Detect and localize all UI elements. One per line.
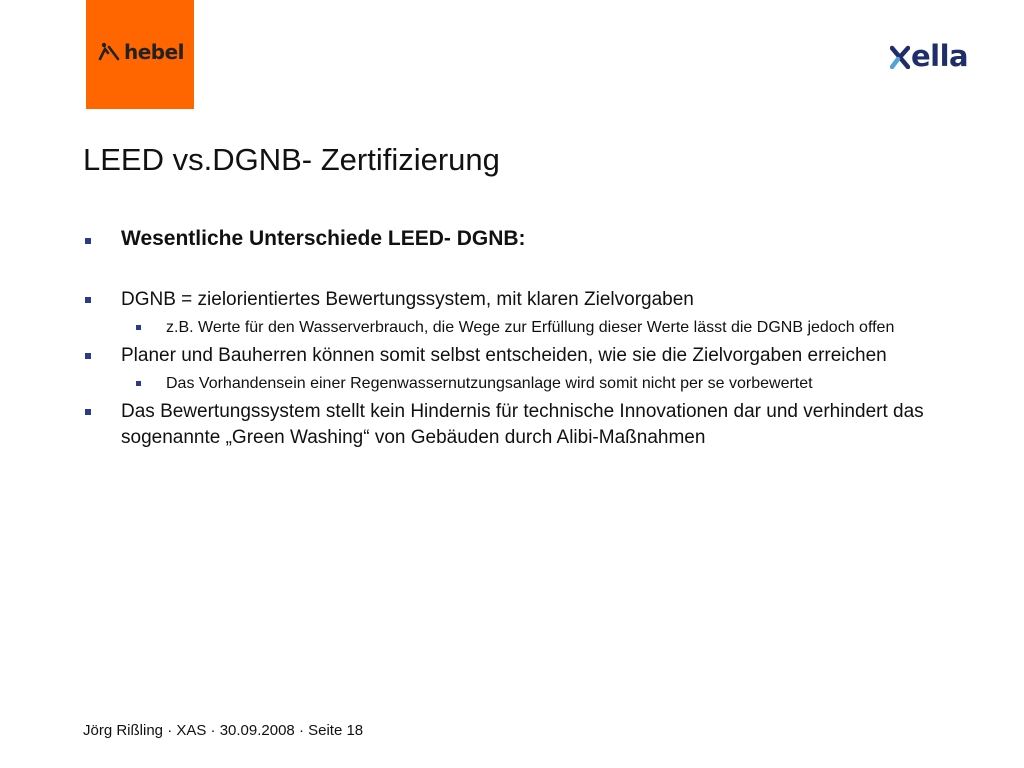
bullet-item bbox=[83, 343, 963, 369]
square-bullet-icon bbox=[85, 409, 91, 415]
slide-footer: Jörg Rißling · XAS · 30.09.2008 · Seite 18 bbox=[83, 722, 364, 739]
hebel-logo-box bbox=[86, 0, 194, 109]
bullet-text: Das Bewertungssystem stellt kein Hindernis für technische Innovationen dar und verhindert das sogenannte „Green Washing“ von Gebäuden durch Alibi-Maßnahmen bbox=[121, 401, 924, 448]
sub-bullet-item bbox=[83, 373, 963, 395]
square-bullet-icon bbox=[85, 353, 91, 359]
xella-x-mark-icon bbox=[890, 45, 910, 69]
bullet-text: Planer und Bauherren können somit selbst entscheiden, wie sie die Zielvorgaben erreichen bbox=[121, 345, 887, 366]
bullet-text: Das Vorhandensein einer Regenwassernutzungsanlage wird somit nicht per se vorbewertet bbox=[166, 375, 813, 392]
bullet-heading bbox=[83, 226, 963, 252]
bullet-item bbox=[83, 287, 963, 313]
slide-title: LEED vs.DGNB- Zertifizierung bbox=[83, 142, 500, 177]
bullet-text: DGNB = zielorientiertes Bewertungssystem, mit klaren Zielvorgaben bbox=[121, 289, 694, 310]
xella-logo-text: ella bbox=[911, 39, 969, 73]
xella-logo bbox=[890, 40, 968, 72]
bullet-text: Wesentliche Unterschiede LEED- DGNB: bbox=[121, 227, 526, 250]
square-bullet-icon bbox=[85, 238, 91, 244]
hebel-logo-text: hebel bbox=[124, 40, 185, 64]
bullet-item bbox=[83, 399, 963, 451]
sub-bullet-item bbox=[83, 317, 963, 339]
bullet-list bbox=[83, 226, 963, 451]
hebel-mark-icon bbox=[98, 41, 120, 63]
hebel-logo bbox=[98, 40, 184, 64]
square-bullet-icon bbox=[136, 325, 141, 330]
bullet-text: z.B. Werte für den Wasserverbrauch, die Wege zur Erfüllung dieser Werte lässt die DGNB jedoch offen bbox=[166, 319, 895, 336]
square-bullet-icon bbox=[136, 381, 141, 386]
square-bullet-icon bbox=[85, 297, 91, 303]
